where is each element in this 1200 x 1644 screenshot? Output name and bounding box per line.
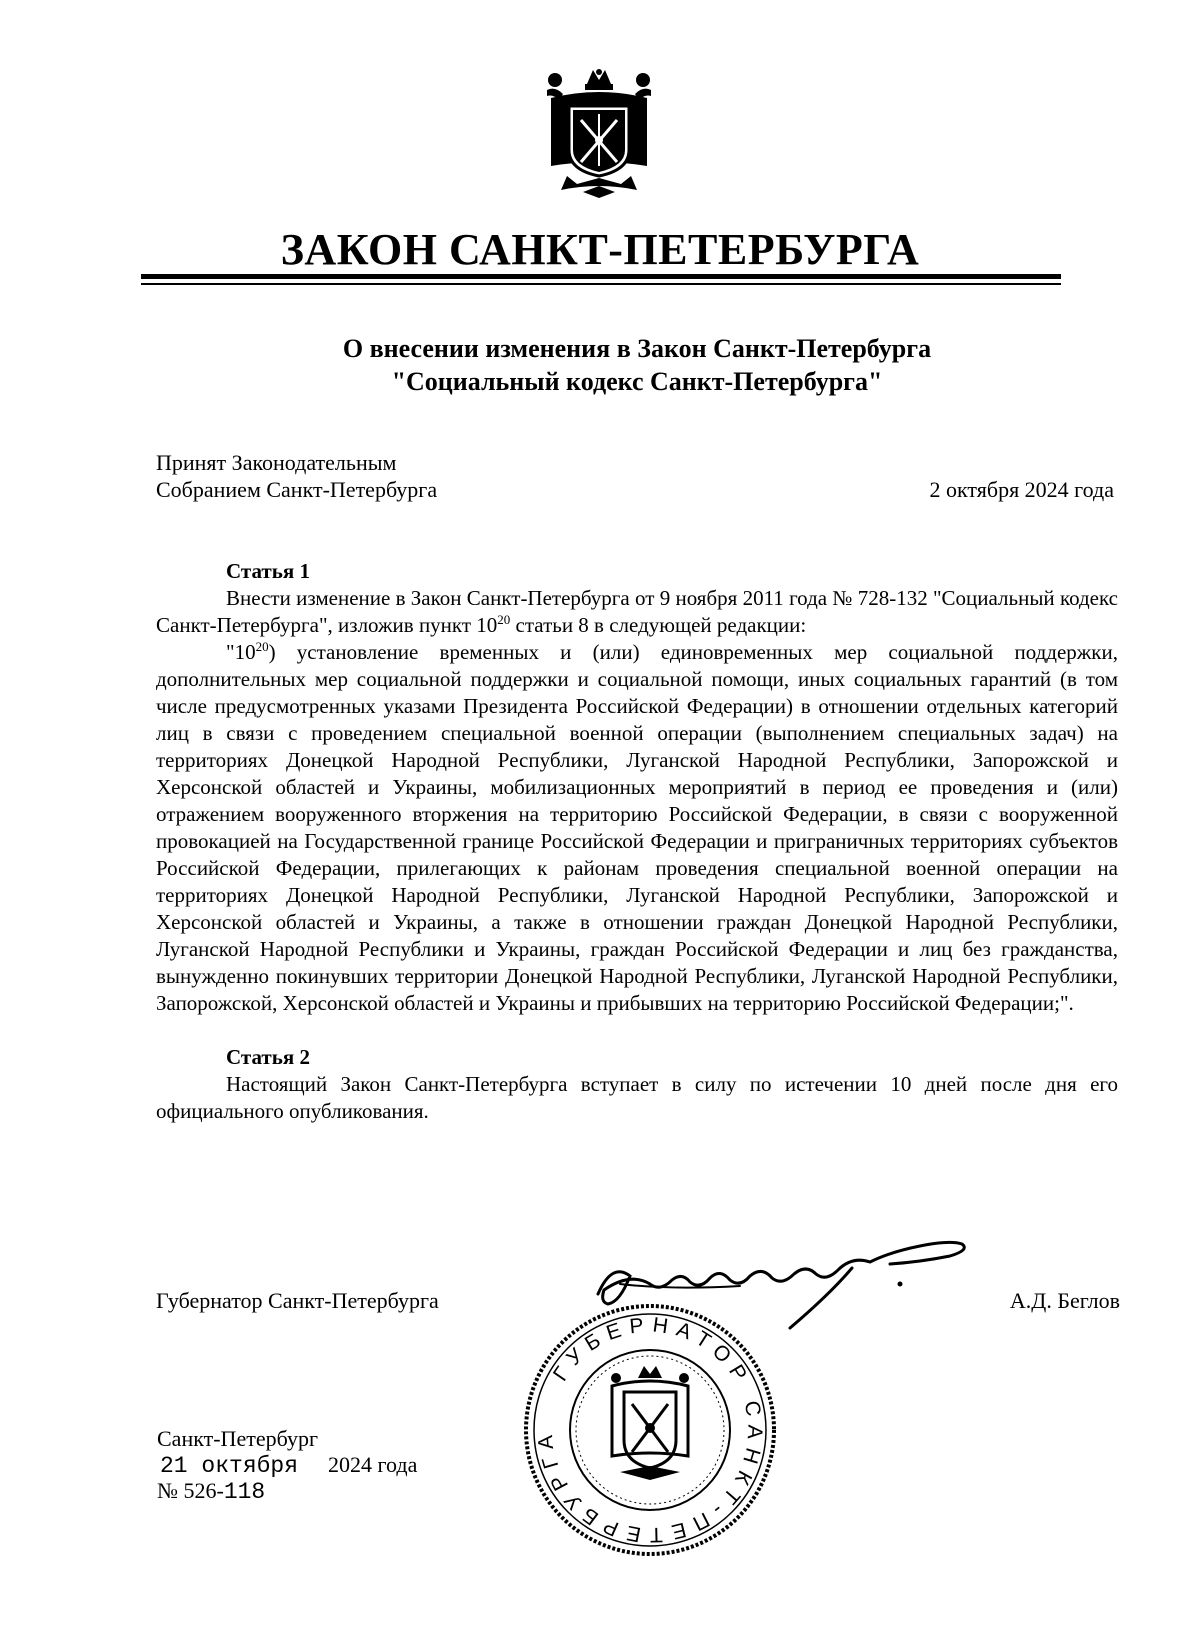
coat-of-arms-icon bbox=[537, 66, 661, 198]
adoption-authority bbox=[156, 449, 437, 503]
law-body bbox=[156, 558, 1118, 1125]
svg-text:ГУБЕРНАТОР САНКТ-ПЕТЕРБУРГА: ГУБЕРНАТОР САНКТ-ПЕТЕРБУРГА bbox=[533, 1313, 767, 1547]
article-1-intro-text-end: статьи 8 в следующей редакции: bbox=[510, 613, 807, 637]
title-divider-thin bbox=[141, 283, 1061, 285]
article-1-intro-superscript: 20 bbox=[497, 612, 511, 627]
amendment-point-number: "10 bbox=[226, 640, 256, 664]
article-1-intro bbox=[156, 585, 1118, 639]
signing-date bbox=[160, 1451, 417, 1480]
title-divider-thick bbox=[141, 274, 1061, 279]
article-2-heading: Статья 2 bbox=[226, 1045, 310, 1069]
article-1-amendment-text bbox=[156, 639, 1118, 1017]
article-1-intro-text: Внести изменение в Закон Санкт-Петербурга от 9 ноября 2011 года № 728-132 "Социальный кодекс Санкт-Петербурга", изложив пункт 10 bbox=[156, 586, 1118, 637]
signing-day-month: 21 октября bbox=[160, 1453, 299, 1479]
adoption-authority-line-1: Принят Законодательным bbox=[156, 450, 397, 475]
law-subject-line-1: О внесении изменения в Закон Санкт-Петербурга bbox=[342, 334, 932, 363]
governor-name: А.Д. Беглов bbox=[1009, 1288, 1120, 1313]
law-number-prefix: № 526- bbox=[157, 1478, 224, 1503]
amendment-point-superscript: 20 bbox=[255, 639, 269, 654]
law-subject bbox=[0, 332, 1200, 398]
adoption-authority-line-2: Собранием Санкт-Петербурга bbox=[156, 477, 438, 502]
law-title: ЗАКОН САНКТ-ПЕТЕРБУРГА bbox=[280, 225, 920, 274]
law-number bbox=[157, 1477, 265, 1506]
law-number-value: 118 bbox=[223, 1479, 266, 1505]
governor-seal-icon bbox=[520, 1300, 780, 1560]
law-subject-line-2: "Социальный кодекс Санкт-Петербурга" bbox=[391, 367, 883, 396]
governor-signature-icon bbox=[590, 1232, 990, 1332]
article-1-heading: Статья 1 bbox=[226, 559, 310, 583]
signing-year: 2024 года bbox=[328, 1452, 418, 1477]
signing-place: Санкт-Петербург bbox=[157, 1426, 318, 1451]
governor-title: Губернатор Санкт-Петербурга bbox=[156, 1288, 439, 1313]
adoption-date: 2 октября 2024 года bbox=[929, 477, 1114, 502]
amendment-point-text: ) установление временных и (или) единовременных мер социальной поддержки, дополнительных мер социальной поддержки и социальной помощи, иных социальных гарантий (в том числе предусмотренных указами Президента Российской Федерации) в отношении отдельных категорий лиц в связи с проведением специальной военной операции (выполнением специальных задач) на территориях Донецкой Народной Республики, Луганской Народной Республики, Запорожской и Херсонской областей и Украины, мобилизационных мероприятий в период ее проведения и (или) отражением вооруженного вторжения на территорию Российской Федерации, в связи с вооруженной провокацией на Государственной границе Российской Федерации и приграничных территориях субъектов Российской Федерации, прилегающих к районам проведения специальной военной операции на территориях Донецкой Народной Республики, Луганской Народной Республики, Запорожской и Херсонской областей и Украины, а также в отношении граждан Донецкой Народной Республики, Луганской Народной Республики и Украины, граждан Российской Федерации и лиц без гражданства, вынужденно покинувших территории Донецкой Народной Республики, Луганской Народной Республики, Запорожской, Херсонской областей и Украины и прибывших на территорию Российской Федерации;". bbox=[156, 640, 1118, 1015]
article-2-text: Настоящий Закон Санкт-Петербурга вступает в силу по истечении 10 дней после дня его официального опубликования. bbox=[156, 1072, 1118, 1123]
